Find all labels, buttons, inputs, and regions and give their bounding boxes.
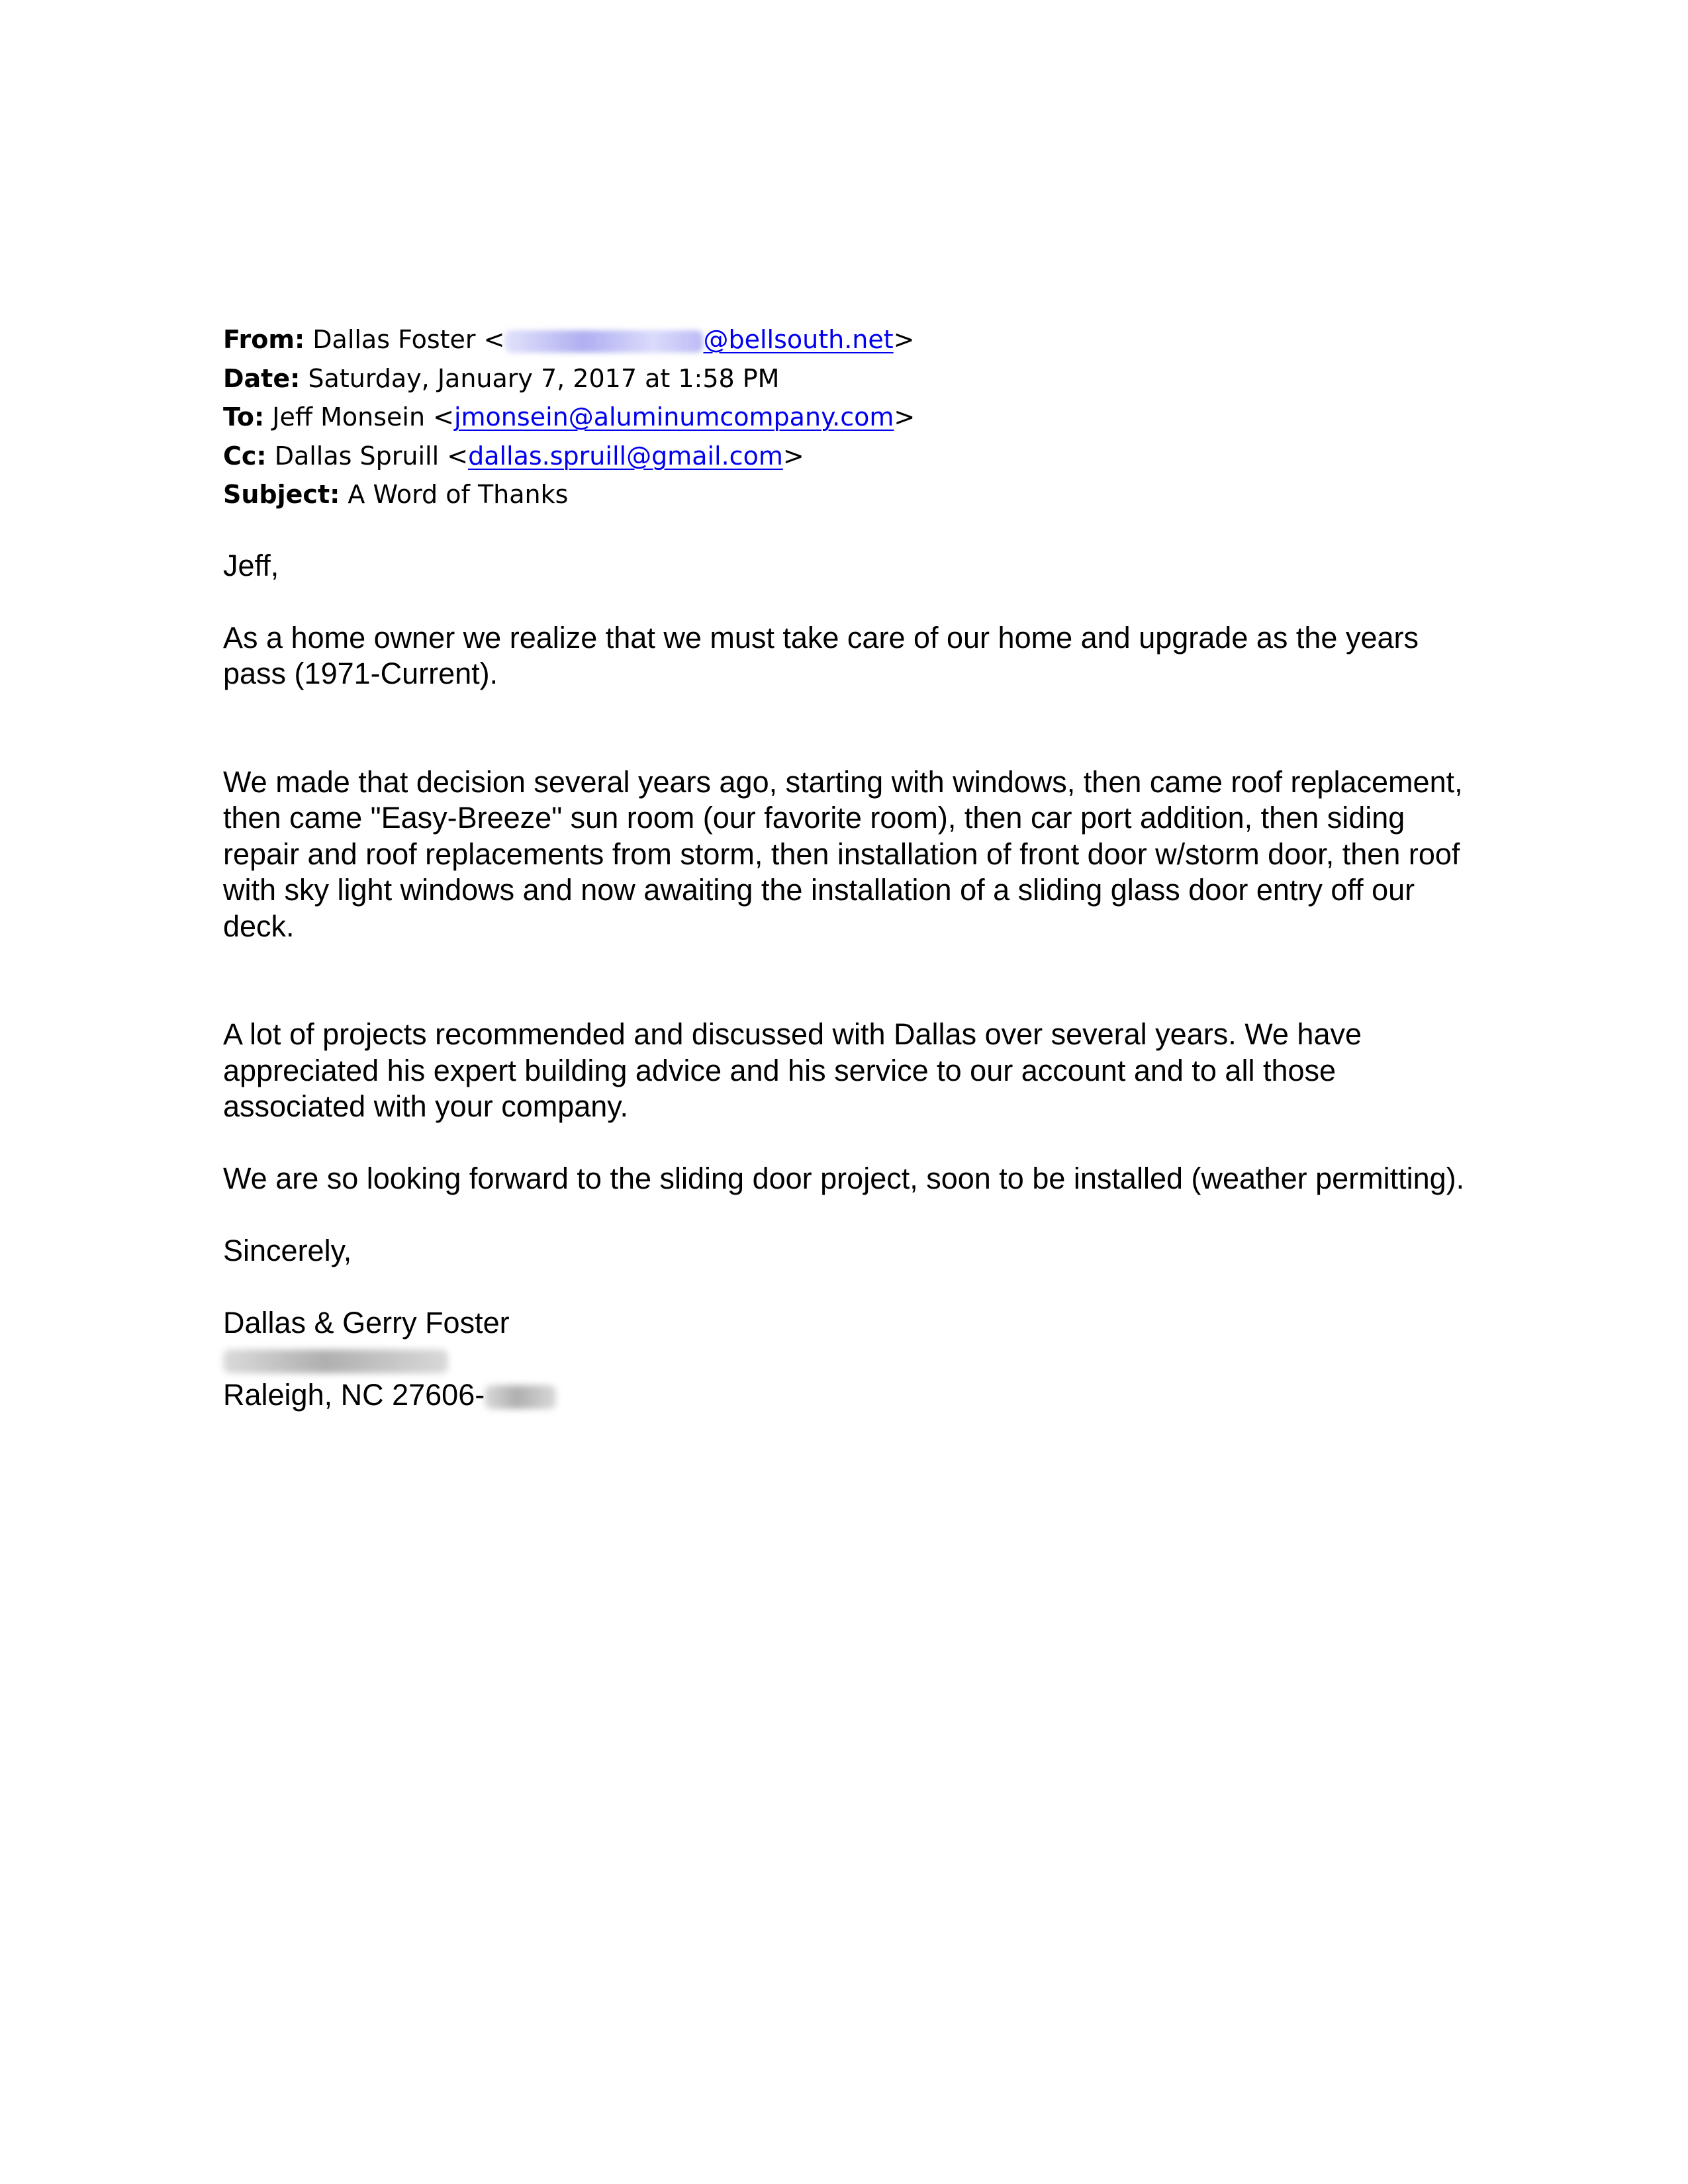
cc-email-link[interactable]: dallas.spruill@gmail.com <box>468 441 783 471</box>
paragraph-gap <box>223 584 1481 620</box>
signature-name: Dallas & Gerry Foster <box>223 1306 510 1340</box>
paragraph-gap <box>223 1269 1481 1306</box>
city-state-zip: Raleigh, NC 27606- <box>223 1378 485 1412</box>
paragraph-gap <box>223 692 1481 764</box>
street-address-line <box>223 1342 1481 1378</box>
from-close-bracket: > <box>893 325 915 354</box>
to-label: To: <box>223 402 265 432</box>
redacted-street-address <box>223 1349 448 1373</box>
redacted-zip-extension <box>485 1385 556 1409</box>
cc-label: Cc: <box>223 441 267 471</box>
paragraph-3: A lot of projects recommended and discussed with Dallas over several years. We have appreciated his expert building advice and his service to our account and to all those associated with your company. <box>223 1017 1362 1123</box>
paragraph-gap <box>223 1125 1481 1161</box>
to-close-bracket: > <box>894 402 915 432</box>
email-document <box>223 320 1481 1414</box>
subject-line <box>223 475 1481 514</box>
letter-body <box>223 548 1481 1414</box>
to-name: Jeff Monsein < <box>272 402 454 432</box>
salutation: Jeff, <box>223 548 279 582</box>
closing: Sincerely, <box>223 1234 352 1267</box>
paragraph-gap <box>223 944 1481 1017</box>
paragraph-gap <box>223 1197 1481 1234</box>
from-email-link[interactable]: @bellsouth.net <box>703 325 894 354</box>
from-line <box>223 320 1481 359</box>
cc-name: Dallas Spruill < <box>274 441 469 471</box>
redacted-email-local-part <box>504 330 703 353</box>
from-name: Dallas Foster < <box>312 325 505 354</box>
date-label: Date: <box>223 363 301 393</box>
subject-label: Subject: <box>223 480 340 509</box>
subject-value: A Word of Thanks <box>348 480 569 509</box>
paragraph-1: As a home owner we realize that we must take care of our home and upgrade as the years pass (1971-Current). <box>223 620 1419 690</box>
paragraph-2: We made that decision several years ago, starting with windows, then came roof replacement, then came "Easy-Breeze" sun room (our favorite room), then car port addition, then siding repair and roof replacements from storm, then installation of front door w/storm door, then roof with sky light windows and now awaiting the installation of a sliding glass door entry off our deck. <box>223 764 1463 943</box>
paragraph-4: We are so looking forward to the sliding door project, soon to be installed (weather permitting). <box>223 1161 1465 1195</box>
cc-line <box>223 437 1481 476</box>
city-state-zip-line <box>223 1377 1481 1414</box>
email-header <box>223 320 1481 514</box>
to-line <box>223 398 1481 437</box>
from-label: From: <box>223 325 305 354</box>
cc-close-bracket: > <box>782 441 804 471</box>
to-email-link[interactable]: jmonsein@aluminumcompany.com <box>453 402 894 432</box>
date-value: Saturday, January 7, 2017 at 1:58 PM <box>308 363 780 393</box>
date-line <box>223 359 1481 398</box>
